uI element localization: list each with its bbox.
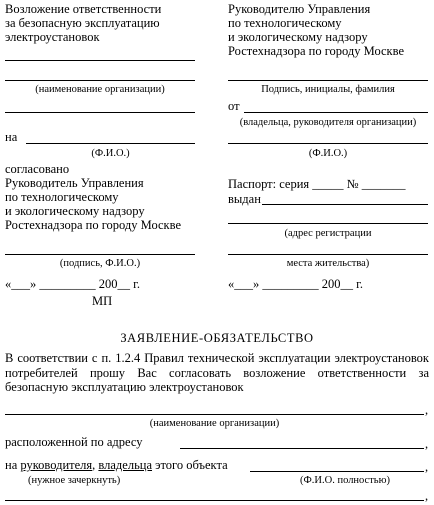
statement-fio-full-caption: (Ф.И.О. полностью) (300, 475, 390, 486)
statement-head-sep: , (92, 458, 99, 472)
statement-final-line[interactable] (5, 500, 424, 501)
statement-org-line[interactable] (5, 414, 424, 415)
statement-comma-4: , (425, 489, 429, 503)
left-approval-line-3: по технологическому (5, 190, 119, 204)
right-residence-line[interactable] (228, 254, 428, 255)
left-fio-caption: (Ф.И.О.) (91, 148, 130, 159)
statement-head-suffix: этого объекта (152, 458, 228, 472)
left-header-line-1: Возложение ответственности (5, 2, 162, 16)
left-blank-line-1[interactable] (5, 60, 195, 61)
statement-comma-1: , (425, 403, 429, 417)
statement-head-line (5, 458, 228, 472)
right-address-caption: (адрес регистрации (284, 228, 372, 239)
left-blank-line-2[interactable] (5, 112, 195, 113)
right-owner-line[interactable] (244, 112, 428, 113)
right-issued-line[interactable] (262, 204, 428, 205)
right-fio-caption: (Ф.И.О.) (308, 148, 348, 159)
left-mp-label: МП (92, 294, 113, 308)
statement-address-line[interactable] (180, 448, 424, 449)
left-sign-line[interactable] (5, 254, 195, 255)
statement-head-prefix: на (5, 458, 21, 472)
right-header-line-2: по технологическому (228, 16, 342, 30)
left-approval-line-1: согласовано (5, 162, 70, 176)
right-owner-caption: (владельца, руководителя организации) (239, 117, 417, 128)
left-approval-line-5: Ростехнадзора по городу Москве (5, 218, 182, 232)
right-passport-line[interactable]: Паспорт: серия _____ № _______ (228, 177, 406, 191)
right-sign-caption: Подпись, инициалы, фамилия (261, 84, 395, 95)
right-fio-line[interactable] (228, 143, 428, 144)
left-header-line-2: за безопасную эксплуатацию (5, 16, 160, 30)
right-header-line-3: и экологическому надзору (228, 30, 368, 44)
statement-title: ЗАЯВЛЕНИЕ-ОБЯЗАТЕЛЬСТВО (120, 331, 314, 345)
left-na-label: на (5, 130, 18, 144)
right-date-line[interactable]: «___» _________ 200__ г. (228, 277, 363, 291)
statement-comma-3: , (425, 460, 429, 474)
statement-address-label: расположенной по адресу (5, 435, 143, 449)
right-from-label: от (228, 99, 240, 113)
left-header-line-3: электроустановок (5, 30, 100, 44)
right-sign-line[interactable] (228, 80, 428, 81)
statement-org-caption: (наименование организации) (149, 418, 280, 429)
left-org-caption: (наименование организации) (35, 84, 165, 95)
right-header-line-1: Руководителю Управления (228, 2, 371, 16)
statement-head-option-2: владельца (98, 458, 153, 472)
right-residence-caption: места жительства) (286, 258, 370, 269)
right-issued-label: выдан (228, 192, 261, 206)
left-sign-caption: (подпись, Ф.И.О.) (59, 258, 141, 269)
right-address-line[interactable] (228, 223, 428, 224)
statement-head-option-1: руководителя (20, 458, 93, 472)
left-org-line[interactable] (5, 80, 195, 81)
statement-comma-2: , (425, 437, 429, 451)
statement-paragraph: В соответствии с п. 1.2.4 Правил технической эксплуатации электроустановок потребителей прошу Вас согласовать возложение ответственности за безопасную эксплуатацию электроустановок (5, 351, 429, 394)
left-date-line[interactable]: «___» _________ 200__ г. (5, 277, 140, 291)
left-fio-line[interactable] (26, 143, 195, 144)
right-header-line-4: Ростехнадзора по городу Москве (228, 44, 405, 58)
left-approval-line-4: и экологическому надзору (5, 204, 145, 218)
left-approval-line-2: Руководитель Управления (5, 176, 144, 190)
statement-strike-caption: (нужное зачеркнуть) (28, 475, 121, 486)
statement-head-fio-line[interactable] (250, 471, 424, 472)
